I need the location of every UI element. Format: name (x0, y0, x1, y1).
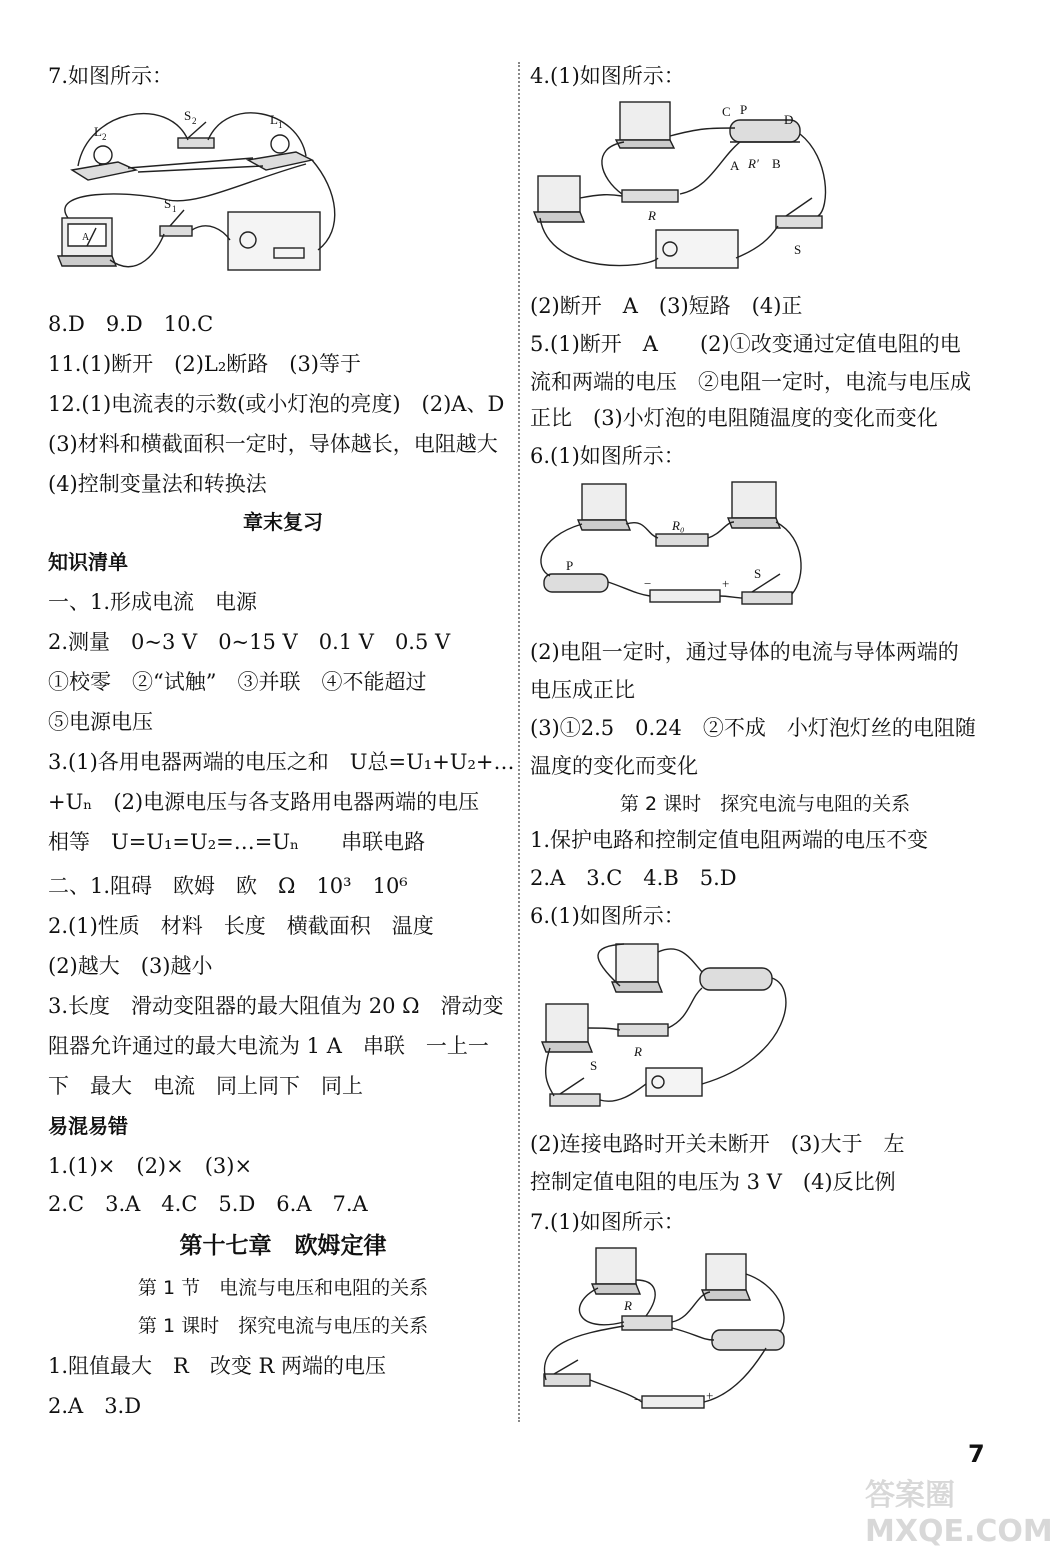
lesson-answer-1: 1.阻值最大 R 改变 R 两端的电压 (48, 1354, 387, 1378)
answer-q6c: 电压成正比 (530, 678, 635, 702)
label-a: A (730, 158, 740, 173)
confuse-1: 1.(1)× (2)× (3)× (48, 1154, 253, 1178)
knowledge-title: 知识清单 (48, 550, 128, 574)
label-l1: L (270, 112, 278, 127)
lesson-title: 第 1 课时 探究电流与电压的关系 (137, 1315, 429, 1337)
answer-q6e: 温度的变化而变化 (530, 754, 698, 778)
lesson2-title: 第 2 课时 探究电流与电阻的关系 (619, 793, 911, 815)
column-divider (518, 62, 520, 1422)
circuit-figure-p7 (536, 1244, 796, 1416)
chapter-title: 第十七章 欧姆定律 (179, 1233, 387, 1259)
label-plus: + (706, 1388, 714, 1403)
label-plus: + (722, 576, 730, 591)
answer-q5c: 正比 (3)小灯泡的电阻随温度的变化而变化 (530, 406, 938, 430)
knowledge-5b: (2)越大 (3)越小 (48, 954, 213, 978)
meter-symbol: A (82, 232, 90, 243)
circuit-figure-q6 (536, 478, 836, 628)
label-s2-sub: 2 (192, 116, 197, 126)
label-minus: − (644, 576, 652, 591)
label-r: R (648, 208, 656, 223)
answer-q8-10: 8.D 9.D 10.C (48, 312, 214, 336)
answer-q6b: (2)电阻一定时，通过导体的电流与导体两端的 (530, 640, 959, 664)
answer-q12-1: 12.(1)电流表的示数(或小灯泡的亮度) (2)A、D (48, 392, 505, 416)
answer-q7: 7.如图所示： (48, 64, 174, 88)
label-s2: S (184, 108, 192, 123)
knowledge-3b: +Uₙ (2)电源电压与各支路用电器两端的电压 (48, 790, 480, 814)
lesson2-answer-2: 2.A 3.C 4.B 5.D (530, 866, 737, 890)
circuit-figure-q7 (48, 100, 348, 290)
confuse-title: 易混易错 (48, 1114, 128, 1138)
knowledge-6c: 下 最大 电流 同上同下 同上 (48, 1074, 363, 1098)
confuse-2: 2.C 3.A 4.C 5.D 6.A 7.A (48, 1192, 368, 1216)
knowledge-3c: 相等 U=U₁=U₂=…=Uₙ 串联电路 (48, 830, 426, 854)
page-number: 7 (968, 1440, 985, 1468)
knowledge-6b: 阻器允许通过的最大电流为 1 A 串联 一上一 (48, 1034, 489, 1058)
lesson2-answer-6b: (2)连接电路时开关未断开 (3)大于 左 (530, 1132, 905, 1156)
knowledge-1: 一、1.形成电流 电源 (48, 590, 258, 614)
knowledge-2: 2.测量 0~3 V 0~15 V 0.1 V 0.5 V (48, 630, 451, 654)
label-minus: − (634, 1392, 642, 1407)
section-title: 第 1 节 电流与电压和电阻的关系 (137, 1277, 429, 1299)
label-rprime: R′ (748, 156, 759, 171)
circuit-figure-p6 (540, 938, 830, 1118)
label-c: C (722, 104, 731, 119)
answer-q6d: (3)①2.5 0.24 ②不成 小灯泡灯丝的电阻随 (530, 716, 976, 740)
label-b: B (772, 156, 781, 171)
answer-q11: 11.(1)断开 (2)L₂断路 (3)等于 (48, 352, 361, 376)
label-s1-sub: 1 (172, 204, 177, 214)
label-d: D (784, 112, 794, 127)
answer-q5b: 流和两端的电压 ②电阻一定时，电流与电压成 (530, 370, 971, 394)
label-l2-sub: 2 (102, 132, 107, 142)
lesson-answer-2: 2.A 3.D (48, 1394, 142, 1418)
lesson2-answer-7: 7.(1)如图所示： (530, 1210, 685, 1234)
label-p: P (566, 558, 574, 573)
label-s1: S (164, 196, 172, 211)
answer-q12-3: (4)控制变量法和转换法 (48, 472, 267, 496)
label-r: R (624, 1298, 632, 1313)
knowledge-4: 二、1.阻碍 欧姆 欧 Ω 10³ 10⁶ (48, 874, 408, 898)
review-title: 章末复习 (243, 510, 323, 534)
knowledge-3a: 3.(1)各用电器两端的电压之和 U总=U₁+U₂+… (48, 750, 515, 774)
answer-q4b: (2)断开 A (3)短路 (4)正 (530, 294, 803, 318)
lesson2-answer-1: 1.保护电路和控制定值电阻两端的电压不变 (530, 828, 929, 852)
knowledge-5: 2.(1)性质 材料 长度 横截面积 温度 (48, 914, 434, 938)
label-l1-sub: 1 (278, 120, 283, 130)
label-r: R (634, 1044, 642, 1059)
label-l2: L (94, 124, 102, 139)
answer-q4: 4.(1)如图所示： (530, 64, 685, 88)
knowledge-2b: ①校零 ②“试触” ③并联 ④不能超过 (48, 670, 427, 694)
answer-q5a: 5.(1)断开 A (2)①改变通过定值电阻的电 (530, 332, 961, 356)
label-p: P (740, 102, 748, 117)
lesson2-answer-6: 6.(1)如图所示： (530, 904, 685, 928)
answer-q12-2: (3)材料和横截面积一定时，导体越长，电阻越大 (48, 432, 498, 456)
knowledge-6a: 3.长度 滑动变阻器的最大阻值为 20 Ω 滑动变 (48, 994, 504, 1018)
circuit-figure-q4 (530, 98, 830, 278)
answer-q6: 6.(1)如图所示： (530, 444, 685, 468)
label-r0: R₀ (672, 518, 685, 533)
label-s: S (794, 242, 802, 257)
knowledge-2c: ⑤电源电压 (48, 710, 153, 734)
label-s: S (590, 1058, 598, 1073)
watermark: 答案圈 MXQE.COM (865, 1478, 1053, 1549)
lesson2-answer-6c: 控制定值电阻的电压为 3 V (4)反比例 (530, 1170, 896, 1194)
label-s: S (754, 566, 762, 581)
